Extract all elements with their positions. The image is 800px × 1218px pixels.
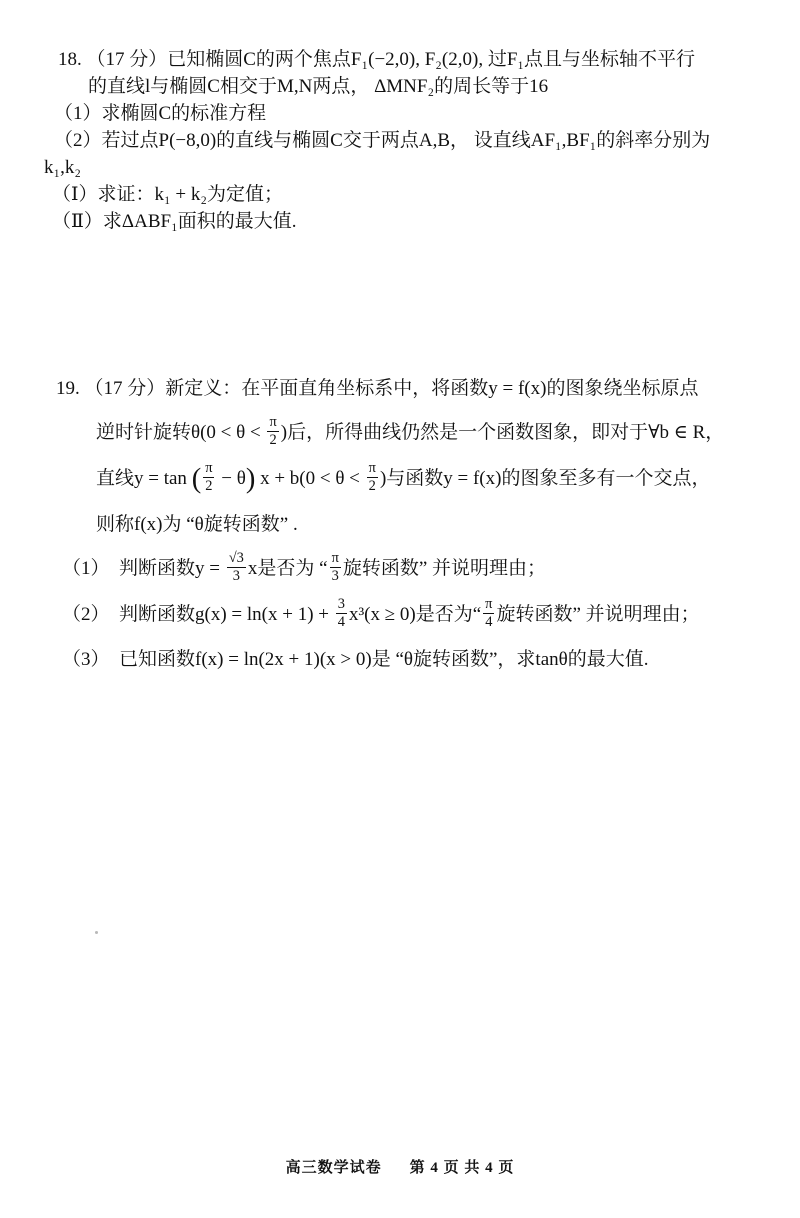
fraction-numerator: π [330,551,341,568]
footer-page-number: 第 4 页 共 4 页 [409,1160,515,1176]
q19-stem-line-1: 19. （17 分）新定义：在平面直角坐标系中，将函数y = f(x)的图象绕坐标原点 [56,378,699,399]
fraction-numerator: π [267,415,278,432]
q19-part2-text-pre: （2） 判断函数g(x) = ln(x + 1) + [62,603,334,625]
fraction-pi-over-2 [267,415,278,448]
question-18 [44,46,770,235]
q18-part-1: （1）求椭圆C的标准方程 [54,103,267,124]
footer-exam-title: 高三数学试卷 [285,1160,382,1176]
fraction-numerator: 3 [336,597,347,614]
fraction-pi-over-2 [367,461,378,494]
fraction-numerator: π [367,461,378,478]
q19-line3-text-pre: 直线y = tan [96,468,192,490]
fraction-denominator: 4 [485,614,493,631]
q19-line3-text-post: )与函数y = f(x)的图象至多有一个交点， [379,468,711,490]
right-parenthesis: ) [245,463,256,495]
q18-subpart-I: （Ⅰ）求证：k₁ + k₂为定值； [52,184,283,205]
q19-stem-line-4: 则称f(x)为 “θ旋转函数” . [96,513,298,535]
fraction-3-over-4 [336,597,347,630]
q18-part-2: （2）若过点P(−8,0)的直线与椭圆C交于两点A,B， 设直线AF₁,BF₁的斜率分别为 [54,130,711,151]
fraction-pi-over-4 [483,597,494,630]
fraction-denominator: 2 [269,432,277,449]
q19-part-1 [62,549,776,586]
q19-part2-text-post: 旋转函数” 并说明理由； [496,603,700,625]
fraction-numerator: π [203,461,214,478]
page-footer [0,1156,800,1177]
scan-speckle [95,931,98,934]
fraction-pi-over-2 [203,461,214,494]
q19-line3-text-mid: − θ [216,468,246,490]
q19-line2-text-pre: 逆时针旋转θ(0 < θ < [96,422,266,444]
q18-subpart-II: （Ⅱ）求ΔABF₁面积的最大值. [52,211,297,232]
q18-part-2-continuation: k₁,k₂ [44,157,81,178]
q19-stem-line-2 [96,414,776,450]
q19-part1-text-pre: （1） 判断函数y = [62,557,225,579]
q19-part1-text-post: 旋转函数” 并说明理由； [342,557,547,579]
fraction-numerator: π [483,597,494,614]
q19-stem-line-3 [96,460,776,496]
fraction-pi-over-3 [330,551,341,584]
fraction-sqrt3-over-3 [227,551,246,584]
q19-part-3: （3） 已知函数f(x) = ln(2x + 1)(x > 0)是 “θ旋转函数”，求tanθ的最大值. [62,649,649,671]
fraction-denominator: 4 [337,614,345,631]
q19-part1-text-mid: x是否为 “ [247,557,328,579]
fraction-denominator: 3 [331,567,339,584]
q18-stem-line-2: 的直线l与椭圆C相交于M,N两点， ΔMNF₂的周长等于16 [88,76,549,97]
fraction-denominator: 2 [368,478,376,495]
question-19 [56,374,776,688]
left-parenthesis: ( [191,463,202,495]
q19-line3-text-mid2: x + b(0 < θ < [255,468,365,490]
q19-part2-text-mid: x³(x ≥ 0)是否为“ [348,603,482,625]
q18-stem-line-1: 18. （17 分）已知椭圆C的两个焦点F₁(−2,0), F₂(2,0), 过F₁点且与坐标轴不平行 [58,49,696,70]
q19-part-2 [62,595,776,632]
fraction-denominator: 3 [232,567,240,584]
q19-line2-text-post: )后，所得曲线仍然是一个函数图象，即对于∀b ∈ R， [280,422,725,444]
fraction-numerator: √3 [227,551,246,568]
fraction-denominator: 2 [205,478,213,495]
